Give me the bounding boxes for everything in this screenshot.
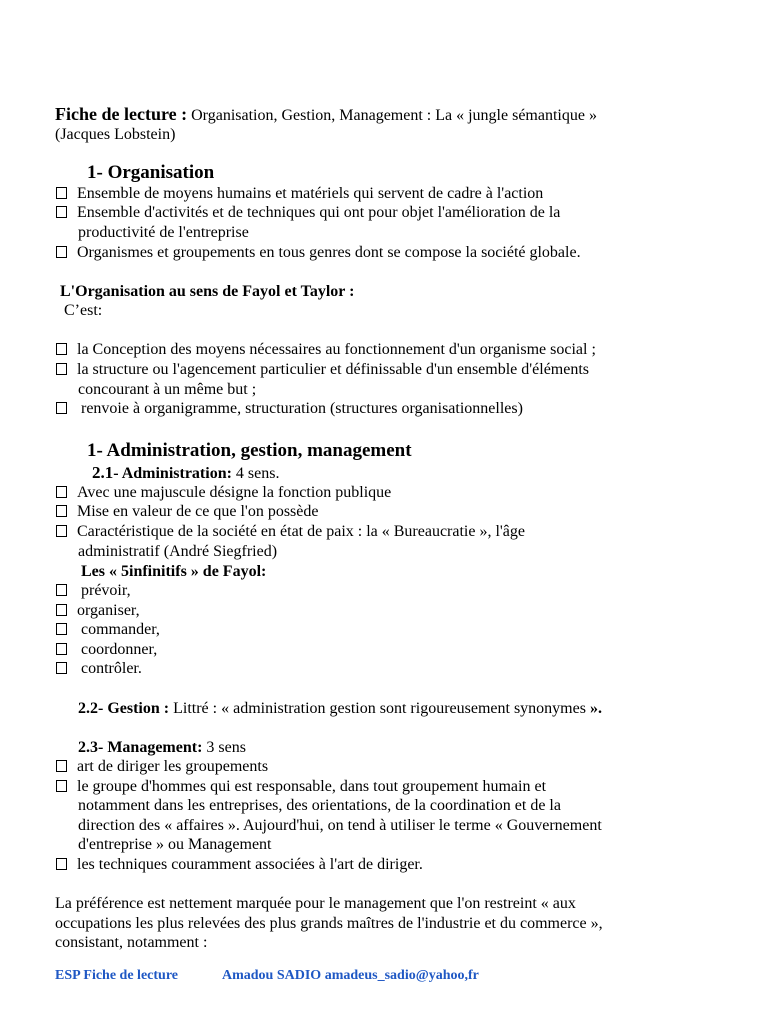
list-item-text: le groupe d'hommes qui est responsable, dans tout groupement humain et <box>77 778 547 795</box>
list-item <box>56 581 131 601</box>
list-item <box>56 757 268 777</box>
list-item-text: prévoir, <box>77 582 131 599</box>
management-label: 2.3- Management: <box>78 739 203 756</box>
document-title <box>55 104 597 125</box>
checkbox-bullet-icon <box>56 584 67 596</box>
checkbox-bullet-icon <box>56 206 67 218</box>
list-item-text: Avec une majuscule désigne la fonction publique <box>77 484 392 501</box>
footer-left: ESP Fiche de lecture <box>55 968 178 983</box>
title-text: Organisation, Gestion, Management : La « jungle sémantique » <box>191 107 597 124</box>
list-item <box>56 777 546 797</box>
list-item-text: contrôler. <box>77 660 142 677</box>
list-item-text: organiser, <box>77 602 140 619</box>
subsection-number: 2.1 <box>92 463 114 482</box>
checkbox-bullet-icon <box>56 780 67 792</box>
list-item <box>56 620 160 640</box>
list-item <box>56 360 589 380</box>
checkbox-bullet-icon <box>56 402 67 414</box>
list-item-continuation: productivité de l'entreprise <box>78 224 249 241</box>
checkbox-bullet-icon <box>56 343 67 355</box>
title-author: (Jacques Lobstein) <box>55 126 176 143</box>
footer-right: Amadou SADIO amadeus_sadio@yahoo,fr <box>222 968 479 983</box>
conclusion-line: consistant, notamment : <box>55 934 208 951</box>
subsection-label: - Administration: <box>113 465 232 482</box>
checkbox-bullet-icon <box>56 246 67 258</box>
gestion-label: 2.2- Gestion : <box>78 700 170 717</box>
subsection-sens: 4 sens. <box>231 465 280 482</box>
checkbox-bullet-icon <box>56 858 67 870</box>
subsection-gestion <box>78 699 602 719</box>
list-item <box>56 203 560 223</box>
list-item <box>56 483 391 503</box>
checkbox-bullet-icon <box>56 623 67 635</box>
list-item-text: coordonner, <box>77 641 158 658</box>
checkbox-bullet-icon <box>56 643 67 655</box>
gestion-end: ». <box>589 700 602 717</box>
section-heading-organisation: 1- Organisation <box>87 162 215 183</box>
list-item-text: Ensemble de moyens humains et matériels qui servent de cadre à l'action <box>77 185 544 202</box>
list-item-text: les techniques couramment associées à l'art de diriger. <box>77 856 423 873</box>
list-item <box>56 184 543 204</box>
subheading-fayol-taylor: L'Organisation au sens de Fayol et Taylor : <box>60 283 355 300</box>
list-item-text: Ensemble d'activités et de techniques qui ont pour objet l'amélioration de la <box>77 204 561 221</box>
checkbox-bullet-icon <box>56 187 67 199</box>
list-item-text: Organismes et groupements en tous genres dont se compose la société globale. <box>77 244 581 261</box>
checkbox-bullet-icon <box>56 486 67 498</box>
gestion-text: Littré : « administration gestion sont rigoureusement synonymes <box>169 700 590 717</box>
list-item <box>56 340 596 360</box>
list-item-text: Caractéristique de la société en état de paix : la « Bureaucratie », l'âge <box>77 523 526 540</box>
list-item-continuation: d'entreprise » ou Management <box>78 836 272 853</box>
list-item <box>56 855 423 875</box>
cest-label: C’est: <box>64 302 103 319</box>
subsection-administration <box>92 463 279 484</box>
conclusion-line: La préférence est nettement marquée pour le management que l'on restreint « aux <box>55 895 576 912</box>
checkbox-bullet-icon <box>56 604 67 616</box>
list-item-continuation: administratif (André Siegfried) <box>78 543 278 560</box>
list-item <box>56 640 157 660</box>
list-item <box>56 243 581 263</box>
list-item-text: commander, <box>77 621 160 638</box>
list-item <box>56 399 523 419</box>
list-item-text: renvoie à organigramme, structuration (structures organisationnelles) <box>77 400 523 417</box>
list-item-continuation: notamment dans les entreprises, des orientations, de la coordination et de la <box>78 797 561 814</box>
checkbox-bullet-icon <box>56 363 67 375</box>
checkbox-bullet-icon <box>56 662 67 674</box>
checkbox-bullet-icon <box>56 760 67 772</box>
fayol-heading: Les « 5infinitifs » de Fayol: <box>81 563 267 580</box>
list-item <box>56 502 318 522</box>
checkbox-bullet-icon <box>56 525 67 537</box>
title-label: Fiche de lecture : <box>55 104 188 124</box>
list-item-text: la structure ou l'agencement particulier et définissable d'un ensemble d'éléments <box>77 361 590 378</box>
list-item-continuation: direction des « affaires ». Aujourd'hui, on tend à utiliser le terme « Gouvernement <box>78 817 602 834</box>
list-item-text: la Conception des moyens nécessaires au fonctionnement d'un organisme social ; <box>77 341 596 358</box>
conclusion-line: occupations les plus relevées des plus grands maîtres de l'industrie et du commerce », <box>55 915 603 932</box>
section-heading-administration: 1- Administration, gestion, management <box>87 440 412 461</box>
list-item <box>56 601 140 621</box>
subsection-management <box>78 738 246 758</box>
list-item <box>56 659 142 679</box>
list-item-continuation: concourant à un même but ; <box>78 381 257 398</box>
checkbox-bullet-icon <box>56 505 67 517</box>
list-item-text: Mise en valeur de ce que l'on possède <box>77 503 319 520</box>
management-sens: 3 sens <box>202 739 246 756</box>
list-item <box>56 522 525 542</box>
list-item-text: art de diriger les groupements <box>77 758 269 775</box>
